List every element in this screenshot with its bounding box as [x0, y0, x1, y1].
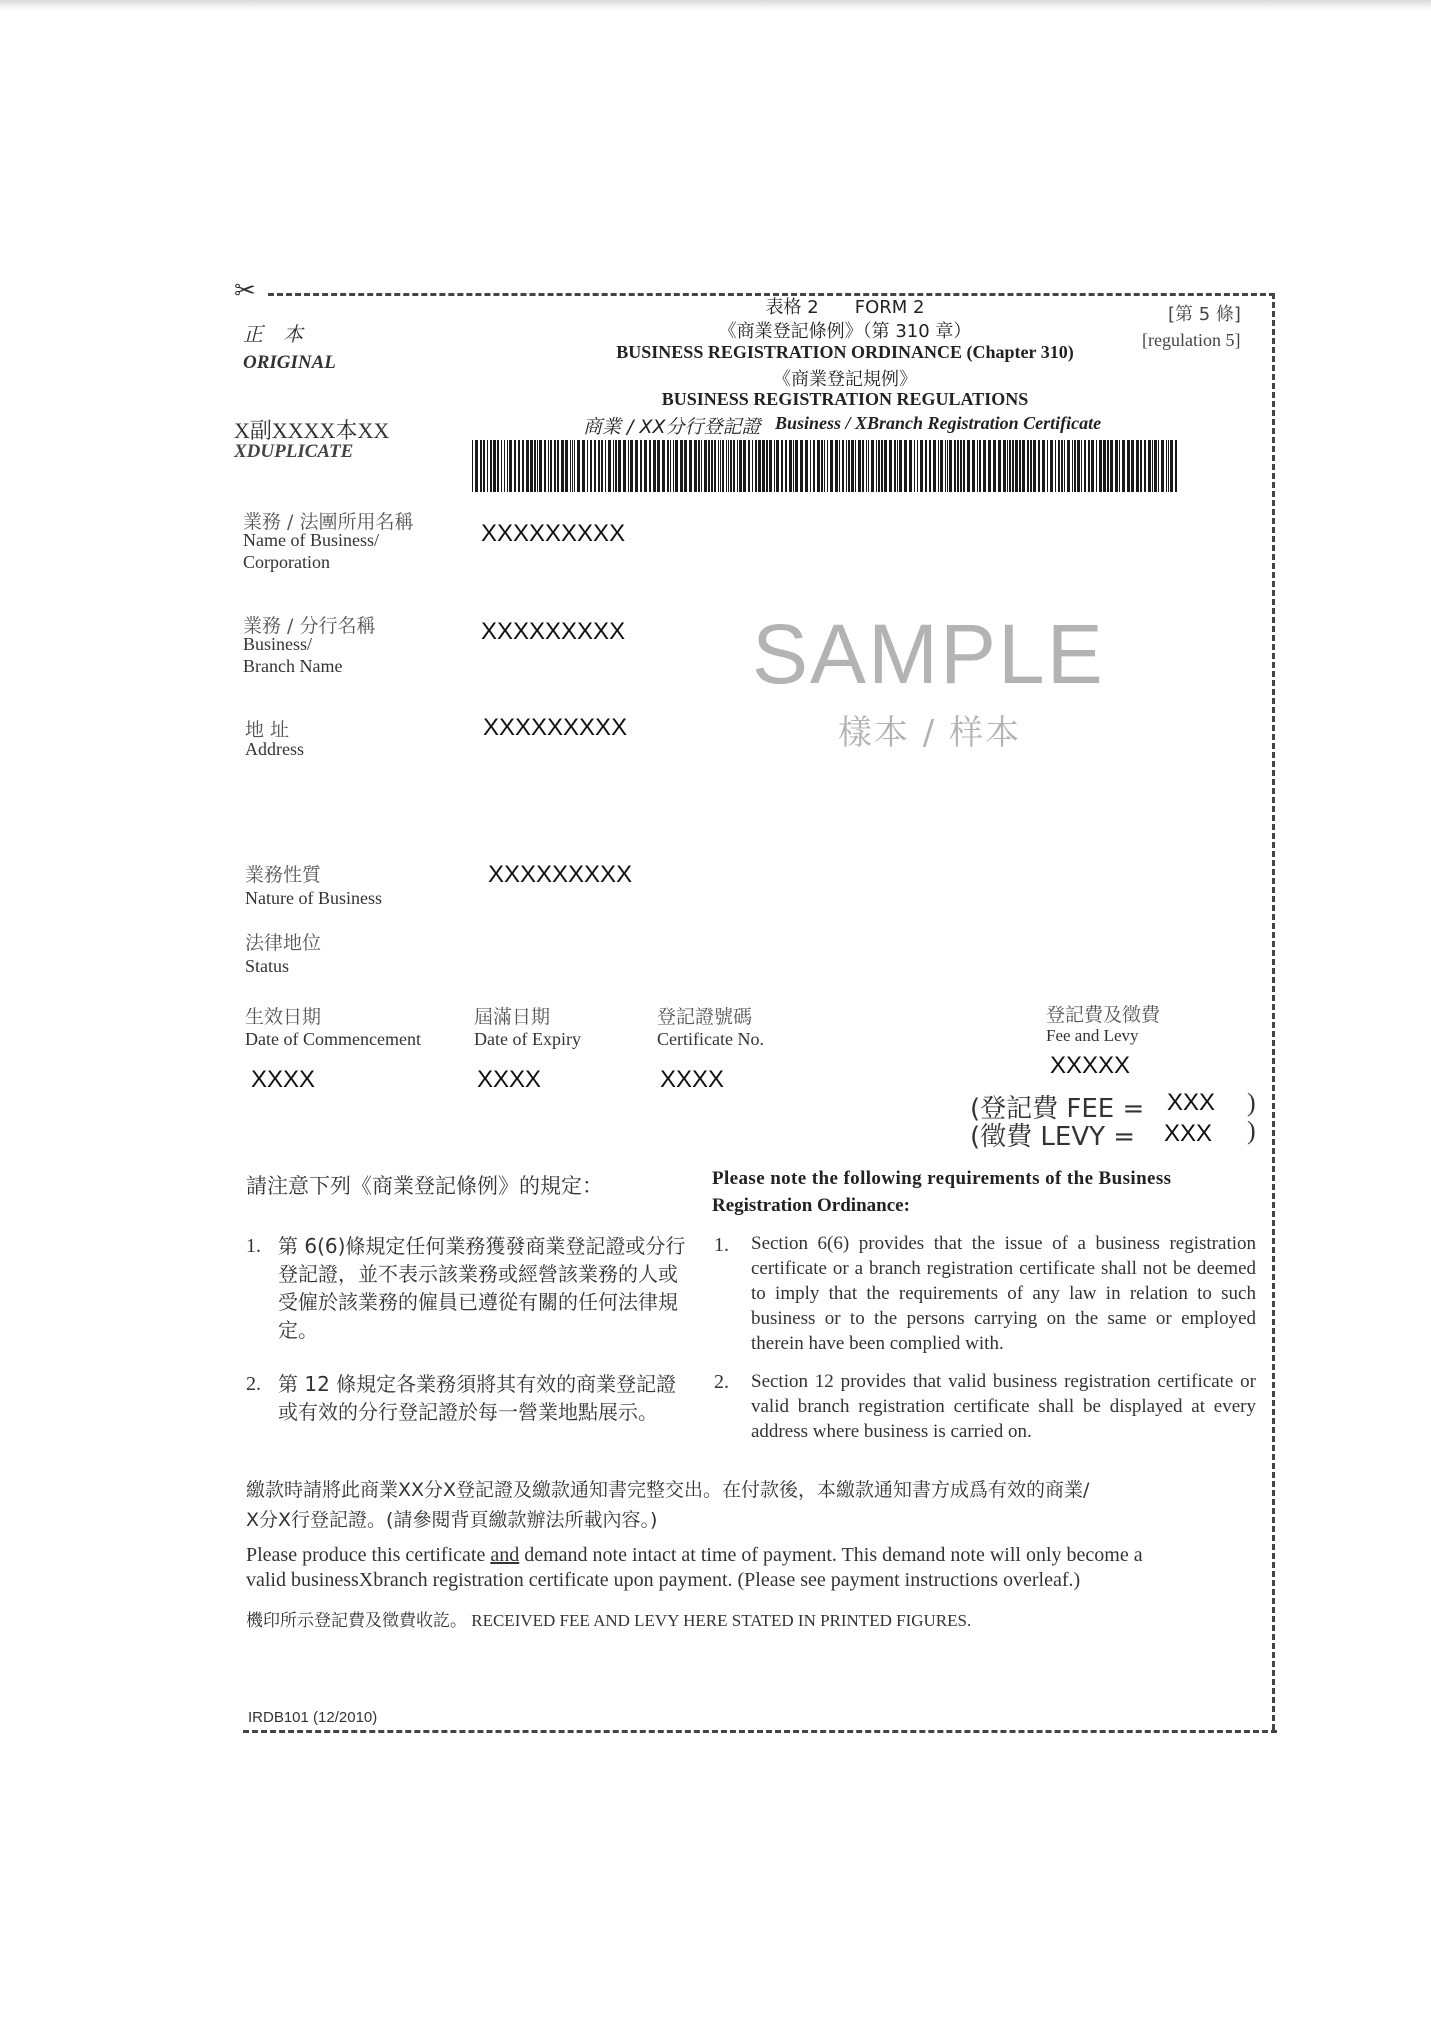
barcode-bar [670, 440, 671, 492]
barcode-bar [957, 440, 959, 492]
barcode-bar [487, 440, 488, 492]
barcode-bar [817, 440, 820, 492]
barcode-bar [897, 440, 898, 492]
scissors-icon: ✂ [234, 276, 256, 305]
barcode-bar [472, 440, 473, 492]
certificate-title-en: Business / XBranch Registration Certificate [775, 413, 1102, 433]
barcode-bar [855, 440, 856, 492]
barcode-bar [544, 440, 546, 492]
barcode-bar [534, 440, 536, 492]
barcode-bar [728, 440, 729, 492]
barcode-bar [917, 440, 918, 492]
barcode-bar [548, 440, 549, 492]
payment-note-zh-1: 繳款時請將此商業XX分X登記證及繳款通知書完整交出。在付款後，本繳款通知書方成爲有效的商業/ [246, 1479, 1090, 1501]
barcode-bar [601, 440, 603, 492]
barcode-bar [1047, 440, 1048, 492]
barcode-bar [878, 440, 880, 492]
field-label-en: Nature of Business [245, 888, 382, 908]
barcode-bar [1067, 440, 1070, 492]
barcode-bar [504, 440, 505, 492]
barcode-bar [793, 440, 794, 492]
barcode-bar [1115, 440, 1118, 492]
barcode-bar [972, 440, 975, 492]
payment-note-text: Please produce this certificate [246, 1544, 491, 1566]
field-value: XXXX [477, 1066, 542, 1093]
barcode-bar [561, 440, 564, 492]
field-value: XXXX [660, 1066, 725, 1093]
barcode-bar [694, 440, 697, 492]
barcode-bar [904, 440, 907, 492]
barcode-bar [726, 440, 727, 492]
barcode-bar [497, 440, 499, 492]
levy-value: XXX [1164, 1120, 1213, 1147]
barcode-bar [608, 440, 611, 492]
barcode-bar [940, 440, 943, 492]
field-label-en: Date of Expiry [474, 1029, 581, 1049]
barcode-bar [708, 440, 710, 492]
original-label-en: ORIGINAL [243, 352, 336, 373]
barcode-bar [1074, 440, 1076, 492]
barcode-bar [993, 440, 996, 492]
barcode-bar [701, 440, 702, 492]
field-label-en: Corporation [243, 552, 330, 572]
field-label-zh: 登記證號碼 [657, 1006, 753, 1028]
barcode-bar [490, 440, 492, 492]
barcode-bar [1009, 440, 1011, 492]
barcode-bar [572, 440, 573, 492]
barcode-bar [871, 440, 874, 492]
barcode-bar [821, 440, 823, 492]
note-1-number-en: 1. [714, 1234, 729, 1256]
barcode-bar [762, 440, 765, 492]
barcode-bar [800, 440, 803, 492]
barcode-bar [945, 440, 946, 492]
barcode-bar [1131, 440, 1134, 492]
barcode-bar [769, 440, 772, 492]
barcode-bar [1030, 440, 1032, 492]
barcode-bar [615, 440, 617, 492]
field-label-en: Business/ [243, 634, 313, 654]
field-label-zh: 登記費及徵費 [1046, 1004, 1161, 1026]
barcode-bar [884, 440, 887, 492]
barcode-bar [598, 440, 600, 492]
barcode-bar [1058, 440, 1060, 492]
field-label-en: Address [245, 739, 304, 759]
barcode-bar [1144, 440, 1146, 492]
barcode-bar [673, 440, 674, 492]
barcode-bar [1012, 440, 1014, 492]
barcode-bar [998, 440, 1001, 492]
barcode-bar [1081, 440, 1082, 492]
duplicate-label-en: XDUPLICATE [234, 441, 354, 462]
field-label-en: Certificate No. [657, 1029, 764, 1049]
barcode-bar [947, 440, 948, 492]
field-label-zh: 生效日期 [245, 1006, 322, 1028]
barcode-bar [1027, 440, 1029, 492]
barcode-bar [565, 440, 568, 492]
barcode-bar [1003, 440, 1006, 492]
barcode-bar [914, 440, 915, 492]
barcode-bar [657, 440, 660, 492]
barcode-bar [667, 440, 669, 492]
field-label-en: Fee and Levy [1046, 1026, 1139, 1045]
fee-label: (登記費 FEE = [970, 1094, 1145, 1124]
barcode-bar [1061, 440, 1063, 492]
barcode-bar [835, 440, 838, 492]
barcode-bar [868, 440, 869, 492]
barcode-bar [711, 440, 713, 492]
regulations-title-en: BUSINESS REGISTRATION REGULATIONS [661, 389, 1029, 409]
barcode-bar [1148, 440, 1151, 492]
barcode-bar [684, 440, 687, 492]
barcode-bar [590, 440, 592, 492]
payment-note-zh-2: X分X行登記證。(請參閱背頁繳款辦法所載內容。) [246, 1509, 658, 1531]
barcode-bar [848, 440, 850, 492]
barcode-bar [824, 440, 825, 492]
barcode-bar [1168, 440, 1169, 492]
barcode-bar [623, 440, 626, 492]
field-label-en: Status [245, 956, 290, 976]
barcode-bar [522, 440, 524, 492]
payment-note-en-1 [246, 1544, 1143, 1567]
field-value: XXXXXXXXX [488, 861, 633, 888]
barcode-bar [894, 440, 896, 492]
notes-heading-zh: 請注意下列《商業登記條例》的規定： [246, 1174, 603, 1198]
barcode-bar [842, 440, 844, 492]
notes-heading-en-2: Registration Ordinance: [712, 1195, 910, 1216]
payment-note-emphasis: and [490, 1544, 520, 1566]
barcode-bar [733, 440, 735, 492]
barcode-bar [720, 440, 721, 492]
barcode-bar [1015, 440, 1018, 492]
barcode-bar [483, 440, 485, 492]
barcode-bar [929, 440, 931, 492]
barcode-bar [1091, 440, 1094, 492]
barcode-bar [1154, 440, 1157, 492]
barcode-bar [509, 440, 512, 492]
field-value: XXXXXXXXX [481, 520, 626, 547]
field-label-zh: 法律地位 [245, 932, 322, 954]
barcode-bar [630, 440, 633, 492]
barcode-bar [755, 440, 757, 492]
barcode-bar [698, 440, 700, 492]
barcode-bar [714, 440, 716, 492]
barcode-bar [758, 440, 761, 492]
barcode-bar [766, 440, 768, 492]
barcode-bar [988, 440, 991, 492]
barcode-bar [675, 440, 678, 492]
barcode-bar [577, 440, 580, 492]
barcode-bar [1170, 440, 1173, 492]
barcode-bar [1042, 440, 1045, 492]
barcode-bar [1152, 440, 1153, 492]
barcode-bar [776, 440, 779, 492]
barcode-bar [1096, 440, 1097, 492]
barcode-bar [1127, 440, 1130, 492]
field-label-zh: 屆滿日期 [474, 1006, 551, 1028]
note-2-text-en: Section 12 provides that valid business registration certificate or valid branch registration certificate shall be displayed at every address where business is carried on. [751, 1371, 1256, 1442]
barcode-bar [730, 440, 732, 492]
barcode-bar [743, 440, 746, 492]
barcode-bar [876, 440, 877, 492]
barcode-bar [781, 440, 783, 492]
field-label-en: Branch Name [243, 656, 343, 676]
barcode-bar [480, 440, 482, 492]
field-label-zh: 業務 / 分行名稱 [243, 615, 376, 637]
barcode [472, 440, 1180, 492]
barcode-bar [1077, 440, 1080, 492]
barcode-bar [587, 440, 588, 492]
barcode-bar [718, 440, 719, 492]
ordinance-title-zh: 《商業登記條例》（第 310 章） [718, 321, 972, 342]
received-statement: 機印所示登記費及徵費收訖。 RECEIVED FEE AND LEVY HERE STATED IN PRINTED FIGURES. [246, 1611, 972, 1630]
barcode-bar [1072, 440, 1073, 492]
field-label-zh: 業務性質 [245, 864, 322, 886]
barcode-bar [979, 440, 981, 492]
barcode-bar [827, 440, 828, 492]
barcode-bar [537, 440, 538, 492]
barcode-bar [813, 440, 815, 492]
barcode-bar [967, 440, 970, 492]
scan-top-shadow [0, 0, 1431, 10]
barcode-bar [554, 440, 556, 492]
barcode-bar [1033, 440, 1036, 492]
barcode-bar [909, 440, 912, 492]
barcode-bar [557, 440, 559, 492]
barcode-bar [1055, 440, 1056, 492]
barcode-bar [518, 440, 520, 492]
field-label-en: Name of Business/ [243, 530, 379, 550]
original-label-zh: 正 本 [243, 322, 303, 346]
field-label-zh: 地 址 [245, 719, 290, 741]
note-1-text-zh: 第 6(6)條規定任何業務獲發商業登記證或分行登記證，並不表示該業務或經營該業務的人或受僱於該業務的僱員已遵從有關的任何法律規定。 [278, 1234, 686, 1342]
barcode-bar [1166, 440, 1167, 492]
barcode-bar [1107, 440, 1109, 492]
barcode-bar [977, 440, 978, 492]
barcode-bar [1007, 440, 1008, 492]
barcode-bar [582, 440, 585, 492]
sample-watermark: SAMPLE [752, 607, 1105, 701]
barcode-bar [737, 440, 738, 492]
payment-note-text: demand note intact at time of payment. This demand note will only become a [519, 1544, 1143, 1566]
barcode-bar [1110, 440, 1113, 492]
sample-watermark-zh: 樣本 / 样本 [838, 713, 1022, 753]
barcode-bar [570, 440, 571, 492]
field-value: XXXXX [1050, 1052, 1131, 1079]
barcode-bar [605, 440, 606, 492]
barcode-bar [514, 440, 516, 492]
fee-value: XXX [1167, 1089, 1216, 1116]
barcode-bar [722, 440, 724, 492]
field-label-zh: 業務 / 法團所用名稱 [243, 511, 414, 533]
levy-line [970, 1116, 1135, 1153]
certificate-title-zh: 商業 / XX分行登記證 [583, 416, 761, 438]
barcode-bar [830, 440, 833, 492]
barcode-bar [881, 440, 883, 492]
barcode-bar [501, 440, 502, 492]
barcode-bar [1136, 440, 1139, 492]
barcode-bar [1099, 440, 1102, 492]
barcode-bar [644, 440, 647, 492]
barcode-bar [920, 440, 923, 492]
fee-close: ) [1247, 1088, 1256, 1117]
barcode-bar [635, 440, 638, 492]
duplicate-label-zh: X副XXXX本XX [234, 418, 390, 443]
barcode-bar [526, 440, 529, 492]
barcode-bar [640, 440, 642, 492]
barcode-bar [1158, 440, 1159, 492]
barcode-bar [1050, 440, 1053, 492]
barcode-bar [851, 440, 854, 492]
barcode-bar [618, 440, 621, 492]
cut-line-right [1272, 293, 1275, 1730]
barcode-bar [1084, 440, 1086, 492]
barcode-bar [507, 440, 508, 492]
barcode-bar [925, 440, 927, 492]
note-1-number-zh: 1. [246, 1235, 261, 1257]
barcode-bar [795, 440, 798, 492]
barcode-bar [960, 440, 962, 492]
form-code: IRDB101 (12/2010) [248, 1709, 378, 1726]
note-2-text-zh: 第 12 條規定各業務須將其有效的商業登記證或有效的分行登記證於每一營業地點展示。 [278, 1372, 677, 1424]
barcode-bar [846, 440, 847, 492]
levy-label: (徵費 LEVY = [970, 1122, 1136, 1152]
barcode-bar [774, 440, 775, 492]
barcode-bar [866, 440, 867, 492]
barcode-bar [662, 440, 665, 492]
section-reference-en: [regulation 5] [1142, 330, 1241, 350]
barcode-bar [1161, 440, 1164, 492]
barcode-bar [839, 440, 840, 492]
barcode-bar [689, 440, 692, 492]
barcode-bar [1088, 440, 1090, 492]
barcode-bar [949, 440, 952, 492]
note-2-number-en: 2. [714, 1371, 729, 1393]
barcode-bar [748, 440, 750, 492]
barcode-bar [963, 440, 965, 492]
barcode-bar [613, 440, 614, 492]
barcode-bar [475, 440, 478, 492]
field-value: XXXXXXXXX [483, 714, 628, 741]
barcode-bar [785, 440, 787, 492]
barcode-bar [739, 440, 742, 492]
barcode-bar [858, 440, 861, 492]
barcode-bar [899, 440, 902, 492]
barcode-bar [1064, 440, 1065, 492]
field-value: XXXX [251, 1066, 316, 1093]
payment-note-en-2: valid businessXbranch registration certificate upon payment. (Please see payment instructions overleaf.) [246, 1569, 1081, 1591]
regulations-title-zh: 《商業登記規例》 [773, 369, 917, 390]
barcode-bar [889, 440, 892, 492]
form-number: 表格 2 FORM 2 [765, 297, 925, 318]
note-1-text-en: Section 6(6) provides that the issue of a business registration certificate or a branch registration certificate shall not be deemed to imply that the requirements of any law in relation to such business or to the persons carrying on the same or employed therein have been complied with. [751, 1233, 1256, 1354]
barcode-bar [574, 440, 575, 492]
barcode-bar [933, 440, 936, 492]
barcode-bar [1019, 440, 1021, 492]
barcode-bar [704, 440, 707, 492]
barcode-bar [594, 440, 596, 492]
barcode-bar [954, 440, 956, 492]
barcode-bar [805, 440, 808, 492]
field-value: XXXXXXXXX [481, 618, 626, 645]
barcode-bar [539, 440, 542, 492]
barcode-bar [1140, 440, 1142, 492]
barcode-bar [938, 440, 939, 492]
ordinance-title-en: BUSINESS REGISTRATION ORDINANCE (Chapter 310) [616, 342, 1074, 362]
field-label-en: Date of Commencement [245, 1029, 421, 1049]
section-reference-zh: [第 5 條] [1168, 304, 1241, 325]
barcode-bar [810, 440, 811, 492]
barcode-bar [983, 440, 986, 492]
barcode-bar [862, 440, 864, 492]
barcode-bar [1022, 440, 1025, 492]
barcode-bar [1103, 440, 1106, 492]
barcode-bar [653, 440, 656, 492]
note-2-number-zh: 2. [246, 1373, 261, 1395]
barcode-bar [550, 440, 552, 492]
barcode-bar [1175, 440, 1177, 492]
barcode-bar [1119, 440, 1120, 492]
barcode-bar [1038, 440, 1040, 492]
barcode-bar [628, 440, 629, 492]
cut-line-bottom [243, 1730, 1277, 1733]
barcode-bar [789, 440, 792, 492]
notes-heading-en-1: Please note the following requirements of the Business [712, 1168, 1172, 1189]
barcode-bar [493, 440, 496, 492]
levy-close: ) [1247, 1116, 1256, 1145]
barcode-bar [649, 440, 651, 492]
barcode-bar [530, 440, 533, 492]
barcode-bar [680, 440, 683, 492]
barcode-bar [752, 440, 753, 492]
barcode-bar [1122, 440, 1125, 492]
